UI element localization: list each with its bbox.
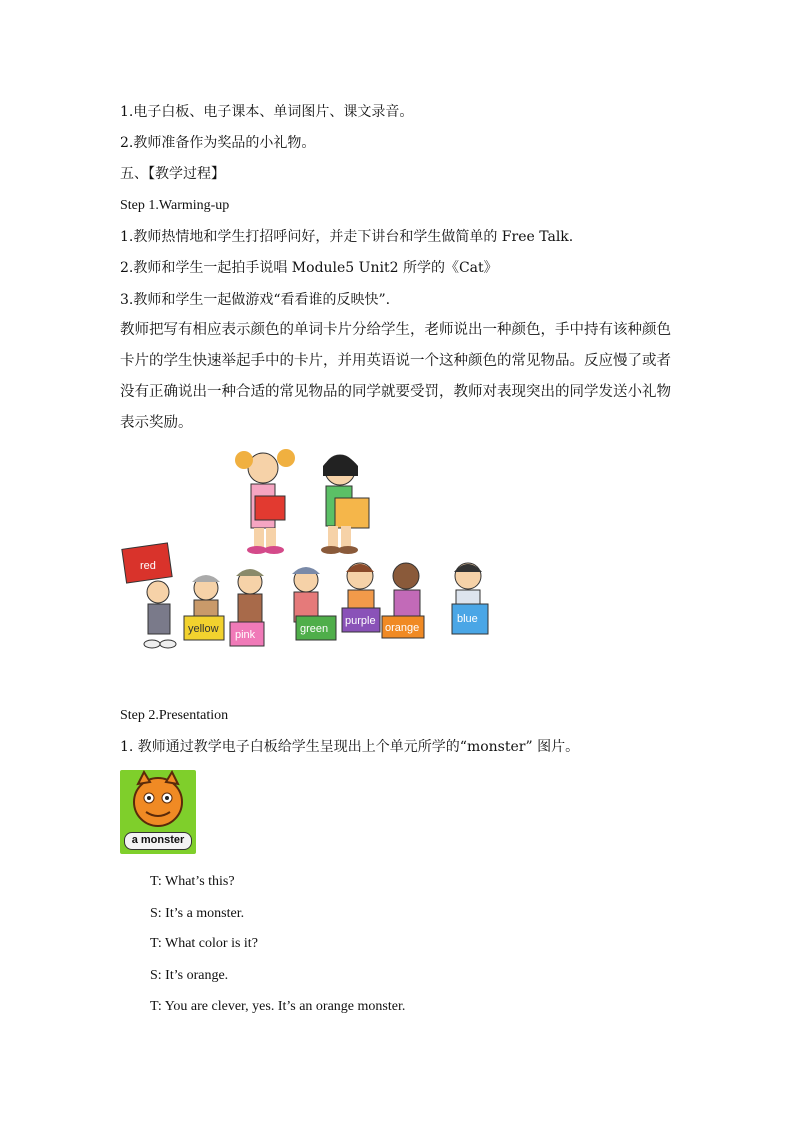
- step1-item-3: 3.教师和学生一起做游戏“看看谁的反映快”.: [120, 292, 391, 308]
- kid-green-card: [292, 567, 336, 640]
- card-label-pink: pink: [235, 629, 256, 641]
- kid-orange-card: [382, 563, 424, 638]
- monster-card-label: a monster: [124, 832, 192, 850]
- section-heading: 五、【教学过程】: [120, 166, 225, 182]
- top-girl-right: [321, 455, 369, 554]
- step1-item-1: 1.教师热情地和学生打招呼问好，并走下讲台和学生做简单的 Free Talk.: [120, 229, 574, 245]
- dialogue-line-3: T: What color is it?: [150, 936, 258, 951]
- card-label-blue: blue: [457, 613, 478, 625]
- materials-line-2: 2.教师准备作为奖品的小礼物。: [120, 135, 316, 151]
- materials-line-1: 1.电子白板、电子课本、单词图片、课文录音。: [120, 104, 414, 120]
- top-girl-left: [235, 449, 295, 554]
- step1-item-2: 2.教师和学生一起拍手说唱 Module5 Unit2 所学的《Cat》: [120, 260, 498, 276]
- card-label-green: green: [300, 623, 329, 635]
- dialogue-line-2: S: It’s a monster.: [150, 906, 245, 921]
- card-label-orange: orange: [385, 622, 420, 634]
- card-label-purple: purple: [345, 615, 376, 627]
- step2-item-1: 1. 教师通过教学电子白板给学生呈现出上个单元所学的“monster” 图片。: [120, 739, 580, 755]
- kid-yellow-card: [184, 575, 224, 640]
- game-description: 教师把写有相应表示颜色的单词卡片分给学生，老师说出一种颜色，手中持有该种颜色卡片的学生快速举起手中的卡片，并用英语说一个这种颜色的常见物品。反应慢了或者没有正确说出一种合适的常见物品的同学就要受罚，教师对表现突出的同学发送小礼物表示奖励。: [120, 322, 671, 431]
- monster-picture-card: [120, 770, 196, 854]
- kid-purple-card: [342, 563, 380, 632]
- kid-red-card: [122, 543, 176, 648]
- step1-heading: Step 1.Warming-up: [120, 198, 230, 213]
- dialogue-line-4: S: It’s orange.: [150, 968, 229, 983]
- card-label-yellow: yellow: [188, 623, 219, 635]
- step2-heading: Step 2.Presentation: [120, 708, 229, 723]
- kid-blue-card: [452, 563, 488, 634]
- kids-color-cards-illustration: [118, 444, 500, 658]
- dialogue-line-5: T: You are clever, yes. It’s an orange monster.: [150, 999, 406, 1014]
- kid-pink-card: [230, 569, 264, 646]
- dialogue-line-1: T: What’s this?: [150, 874, 235, 889]
- card-label-red: red: [140, 560, 156, 572]
- monster-icon: [120, 770, 196, 836]
